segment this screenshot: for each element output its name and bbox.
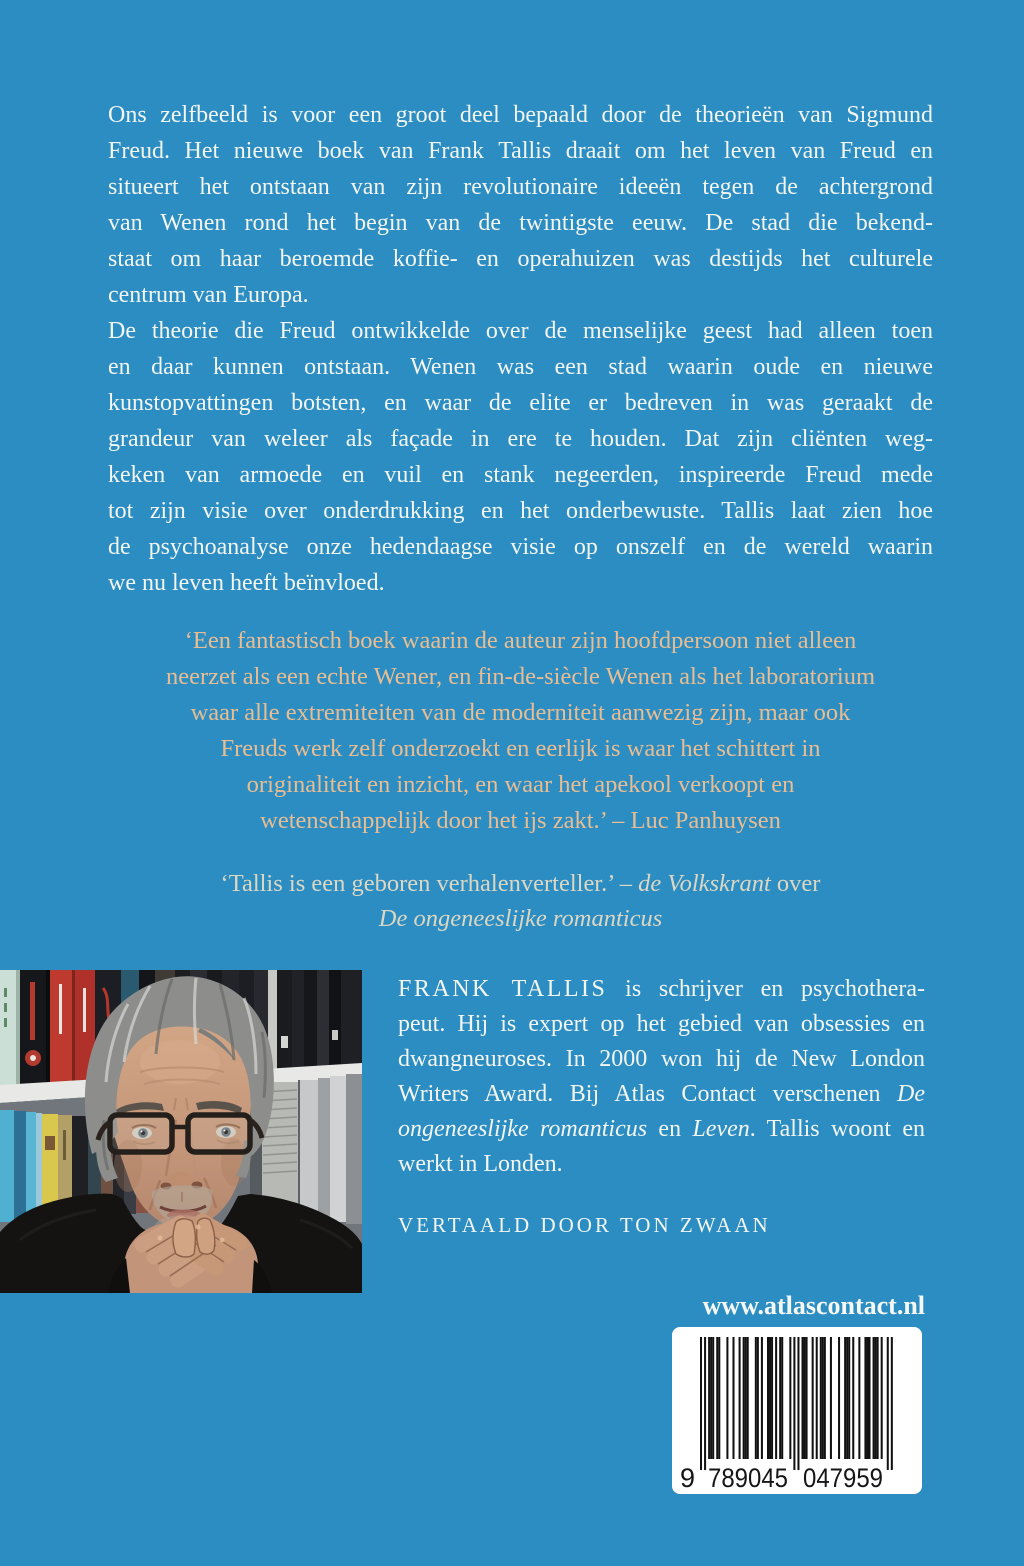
text-line: de psychoanalyse onze hedendaagse visie op onszelf en de wereld waarin [108, 534, 933, 560]
text-line: we nu leven heeft beïnvloed. [108, 570, 385, 596]
text-line: centrum van Europa. [108, 282, 309, 308]
text-line: ‘Een fantastisch boek waarin de auteur zijn hoofdpersoon niet alleen [184, 627, 857, 654]
text-line: wetenschappelijk door het ijs zakt.’ – Luc Panhuysen [260, 807, 781, 834]
author-photo [0, 970, 362, 1293]
barcode-graphic [672, 1327, 922, 1494]
press-quote [108, 866, 933, 936]
text-line: dwangneuroses. In 2000 won hij de New London [398, 1046, 925, 1072]
text-line: Freuds werk zelf onderzoekt en eerlijk is waar het schittert in [220, 735, 821, 762]
text-line: keken van armoede en vuil en stank negeerden, inspireerde Freud mede [108, 462, 933, 488]
text-line: ‘Tallis is een geboren verhalenverteller.’ – de Volkskrant over [220, 870, 821, 897]
text-line: Freud. Het nieuwe boek van Frank Tallis draait om het leven van Freud en [108, 138, 933, 164]
text-line: De theorie die Freud ontwikkelde over de menselijke geest had alleen toen [108, 318, 933, 344]
text-line: neerzet als een echte Wener, en fin-de-siècle Wenen als het laboratorium [165, 663, 876, 690]
text-line: werkt in Londen. [398, 1151, 563, 1177]
barcode-digit-left: 9 [680, 1463, 696, 1493]
text-line: Writers Award. Bij Atlas Contact verschenen De [398, 1081, 925, 1107]
review-quote [108, 623, 933, 839]
text-line: staat om haar beroemde koffie- en operahuizen was destijds het culturele [108, 246, 933, 272]
barcode-digits-group2: 047959 [803, 1463, 883, 1493]
text-line: situeert het ontstaan van zijn revolutionaire ideeën tegen de achtergrond [108, 174, 933, 200]
synopsis-paragraph-1 [108, 97, 933, 313]
text-line: waar alle extremiteiten van de moderniteit aanwezig zijn, maar ook [190, 699, 851, 726]
author-photo-illustration [0, 970, 362, 1293]
text-line: peut. Hij is expert op het gebied van obsessies en [398, 1011, 925, 1037]
author-bio [398, 972, 925, 1182]
text-line: Ons zelfbeeld is voor een groot deel bepaald door de theorieën van Sigmund [108, 102, 933, 128]
text-line: kunstopvattingen botsten, en waar de elite er bedreven in was geraakt de [108, 390, 933, 416]
synopsis-paragraph-2 [108, 313, 933, 601]
text-line: tot zijn visie over onderdrukking en het onderbewuste. Tallis laat zien hoe [108, 498, 933, 524]
text-line: De ongeneeslijke romanticus [378, 905, 663, 932]
text-line: en daar kunnen ontstaan. Wenen was een stad waarin oude en nieuwe [108, 354, 933, 380]
text-line: FRANK TALLIS is schrijver en psychothera- [398, 976, 925, 1002]
barcode [672, 1327, 922, 1494]
website-link[interactable]: www.atlascontact.nl [702, 1291, 925, 1320]
barcode-digits-group1: 789045 [708, 1463, 788, 1493]
text-line: van Wenen rond het begin van de twintigste eeuw. De stad die bekend- [108, 210, 933, 236]
translator-credit: VERTAALD DOOR TON ZWAAN [398, 1213, 771, 1237]
text-line: grandeur van weleer als façade in ere te houden. Dat zijn cliënten weg- [108, 426, 933, 452]
text-line: ongeneeslijke romanticus en Leven. Tallis woont en [398, 1116, 926, 1142]
synopsis [108, 97, 933, 601]
barcode-bars [700, 1337, 893, 1470]
text-line: originaliteit en inzicht, en waar het apekool verkoopt en [246, 771, 795, 798]
